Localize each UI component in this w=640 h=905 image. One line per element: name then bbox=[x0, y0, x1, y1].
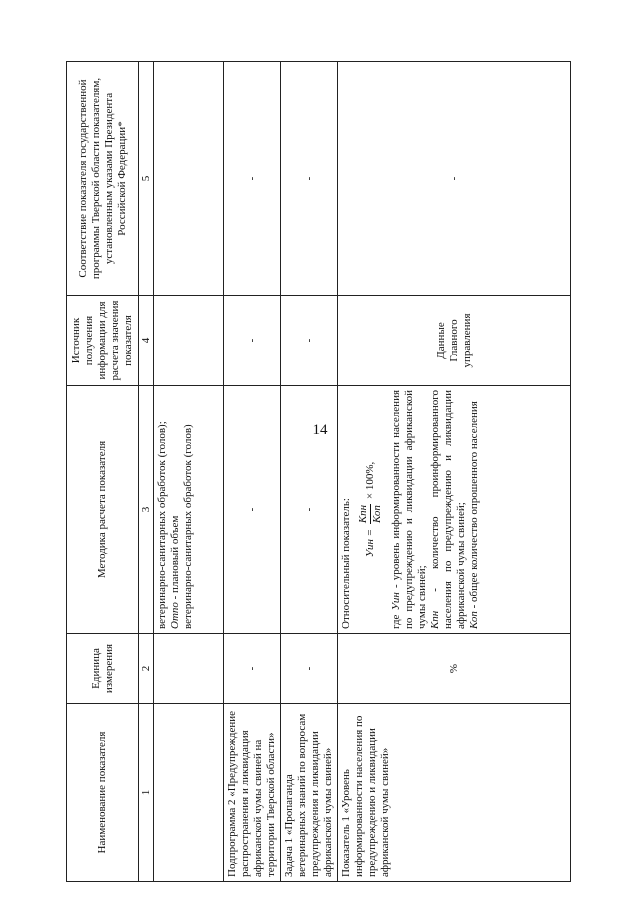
cell-indicator-name: Показатель 1 «Уровень информированности населения по предупреждению и ликвидации африканской чумы свиней» bbox=[338, 704, 571, 882]
cell-method-formula bbox=[338, 386, 571, 634]
variable-definition bbox=[468, 390, 481, 629]
cell-match: - bbox=[224, 62, 281, 296]
cell-unit: - bbox=[224, 634, 281, 704]
method-text: плановый объем bbox=[169, 515, 181, 593]
cell-empty bbox=[154, 62, 224, 296]
column-number: 2 bbox=[139, 634, 154, 704]
cell-source: - bbox=[224, 296, 281, 386]
table-row-continuation bbox=[154, 62, 224, 882]
variable-definition bbox=[390, 390, 429, 629]
column-number: 1 bbox=[139, 704, 154, 882]
cell-method: - bbox=[224, 386, 281, 634]
formula-multiplier: × 100%, bbox=[364, 461, 377, 500]
header-calculation-method: Методика расчета показателя bbox=[67, 386, 139, 634]
method-variable-definition bbox=[169, 390, 182, 629]
formula bbox=[357, 390, 384, 629]
rotated-table-sheet bbox=[66, 62, 571, 882]
header-presidential-decree-match: Соответствие показателя государственной программы Тверской области показателям, установленным указами Президента Российской Федерации* bbox=[67, 62, 139, 296]
table-row-task bbox=[281, 62, 338, 882]
formula-numerator: Кпн bbox=[357, 504, 369, 524]
formula-fraction bbox=[357, 504, 384, 524]
cell-subprogram-name: Подпрограмма 2 «Предупреждение распространения и ликвидация африканской чумы свиней на территории Тверской области» bbox=[224, 704, 281, 882]
variable-definition bbox=[429, 390, 468, 629]
cell-unit: % bbox=[338, 634, 571, 704]
cell-source: Данные Главного управления bbox=[338, 296, 571, 386]
column-number: 5 bbox=[139, 62, 154, 296]
table-row-indicator bbox=[338, 62, 571, 882]
cell-method-continuation bbox=[154, 386, 224, 634]
header-indicator-name: Наименование показателя bbox=[67, 704, 139, 882]
table-row-subprogram bbox=[224, 62, 281, 882]
variable-description: количество проинформированного населения по предупреждению и ликвидации африканской чумы свиней; bbox=[429, 390, 467, 629]
dash-text: - bbox=[169, 595, 181, 600]
formula-lhs: Уин = bbox=[364, 528, 377, 558]
indicator-methodology-table bbox=[66, 61, 571, 882]
cell-match: - bbox=[281, 62, 338, 296]
cell-match: - bbox=[338, 62, 571, 296]
dash-text: - bbox=[468, 604, 480, 609]
cell-source: - bbox=[281, 296, 338, 386]
dash-text: - bbox=[390, 584, 402, 589]
variable-description: общее количество опрошенного населения bbox=[468, 401, 480, 602]
header-row bbox=[67, 62, 139, 882]
variable-symbol: Кпн bbox=[429, 610, 441, 629]
column-number: 4 bbox=[139, 296, 154, 386]
method-intro: Относительный показатель: bbox=[340, 498, 352, 629]
formula-denominator: Коп bbox=[371, 505, 383, 523]
method-text: ветеринарно-санитарных обработок (голов); bbox=[156, 421, 168, 629]
header-information-source: Источник получения информации для расчета значения показателя bbox=[67, 296, 139, 386]
variable-symbol: Отпо bbox=[169, 602, 181, 629]
cell-task-name: Задача 1 «Пропаганда ветеринарных знаний по вопросам предупреждения и ликвидации африканской чумы свиней» bbox=[281, 704, 338, 882]
column-number-row bbox=[139, 62, 154, 882]
method-text: ветеринарно-санитарных обработок (голов) bbox=[182, 424, 194, 629]
where-text: где bbox=[390, 614, 402, 629]
header-unit: Единица измерения bbox=[67, 634, 139, 704]
page-number: 14 bbox=[312, 422, 328, 438]
cell-empty bbox=[154, 296, 224, 386]
dash-text: - bbox=[429, 588, 441, 592]
cell-empty bbox=[154, 704, 224, 882]
variable-symbol: Коп bbox=[468, 611, 480, 629]
cell-method: - bbox=[281, 386, 338, 634]
column-number: 3 bbox=[139, 386, 154, 634]
cell-unit: - bbox=[281, 634, 338, 704]
variable-symbol: Уин bbox=[390, 592, 402, 611]
variable-description: уровень информированности населения по предупреждению и ликвидации африканской чумы свиней; bbox=[390, 389, 428, 629]
cell-empty bbox=[154, 634, 224, 704]
